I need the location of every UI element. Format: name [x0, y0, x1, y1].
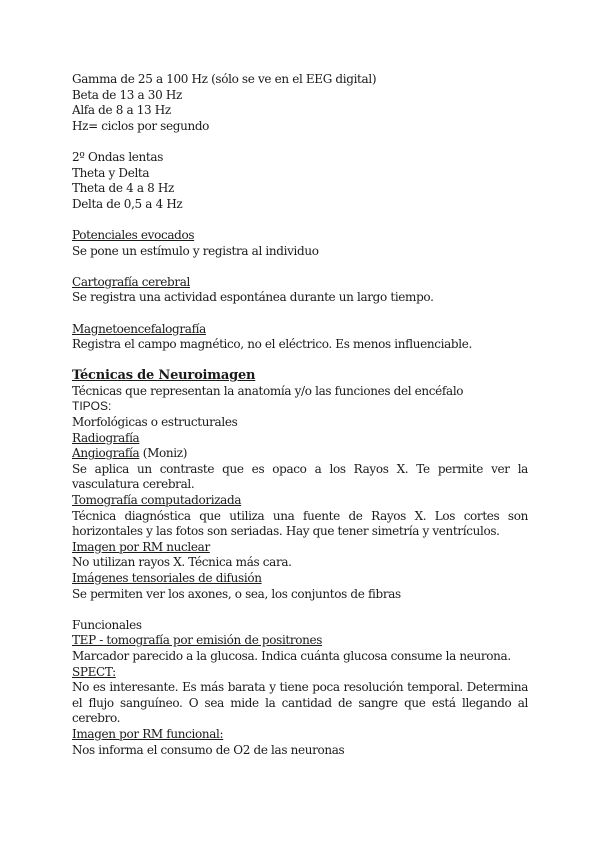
tomografia-title: Tomografía computadorizada [72, 493, 242, 508]
funcionales-title: Funcionales [72, 617, 142, 632]
rm-nuclear-title: Imagen por RM nuclear [72, 539, 210, 554]
hz-definition: Hz= ciclos por segundo [72, 118, 210, 133]
cartografia-text: Se registra una actividad espontánea durante un largo tiempo. [72, 290, 434, 305]
angiografia-title: Angiografía [72, 446, 140, 461]
spect-title: SPECT: [72, 664, 116, 679]
delta-line: Delta de 0,5 a 4 Hz [72, 196, 183, 211]
tensoriales-text: Se permiten ver los axones, o sea, los conjuntos de fibras [72, 586, 401, 601]
magneto-title: Magnetoencefalografía [72, 321, 206, 336]
slow-waves-title: 2º Ondas lentas [72, 149, 164, 164]
spect-text: No es interesante. Es más barata y tiene poca resolución temporal. Determina el flujo sanguíneo. O sea mide la cantidad de sangre que está llegando al cerebro. [72, 680, 528, 726]
spacer [72, 134, 528, 150]
tomografia-text: Técnica diagnóstica que utiliza una fuente de Rayos X. Los cortes son horizontales y las fotos son seriadas. Hay que tener simetría y ventrículos. [72, 508, 528, 539]
radiografia-title: Radiografía [72, 430, 140, 445]
spacer [72, 602, 528, 618]
angiografia-suffix: (Moniz) [139, 446, 188, 461]
potenciales-title: Potenciales evocados [72, 227, 195, 242]
document-page [72, 72, 528, 758]
tep-title: TEP - tomografía por emisión de positrones [72, 633, 323, 648]
alfa-line: Alfa de 8 a 13 Hz [72, 103, 171, 118]
spacer [72, 306, 528, 322]
beta-line: Beta de 13 a 30 Hz [72, 87, 182, 102]
morfologicas-label: Morfológicas o estructurales [72, 415, 238, 430]
slow-waves-types: Theta y Delta [72, 165, 150, 180]
potenciales-text: Se pone un estímulo y registra al individuo [72, 243, 319, 258]
neuroimagen-heading: Técnicas de Neuroimagen [72, 368, 256, 384]
angiografia-line [72, 446, 528, 462]
tipos-label: TIPOS: [72, 399, 112, 414]
angiografia-text: Se aplica un contraste que es opaco a los Rayos X. Te permite ver la vasculatura cerebral. [72, 461, 528, 492]
theta-line: Theta de 4 a 8 Hz [72, 181, 174, 196]
spacer [72, 259, 528, 275]
spacer [72, 212, 528, 228]
neuroimagen-intro: Técnicas que representan la anatomía y/o las funciones del encéfalo [72, 383, 464, 398]
tensoriales-title: Imágenes tensoriales de difusión [72, 571, 262, 585]
gamma-line: Gamma de 25 a 100 Hz (sólo se ve en el EEG digital) [72, 72, 377, 86]
rm-funcional-title: Imagen por RM funcional: [72, 726, 224, 741]
magneto-text: Registra el campo magnético, no el eléctrico. Es menos influenciable. [72, 337, 472, 352]
tep-text: Marcador parecido a la glucosa. Indica cuánta glucosa consume la neurona. [72, 648, 511, 663]
rm-nuclear-text: No utilizan rayos X. Técnica más cara. [72, 555, 292, 570]
spacer [72, 353, 528, 369]
rm-funcional-text: Nos informa el consumo de O2 de las neuronas [72, 742, 345, 757]
cartografia-title: Cartografía cerebral [72, 274, 191, 289]
